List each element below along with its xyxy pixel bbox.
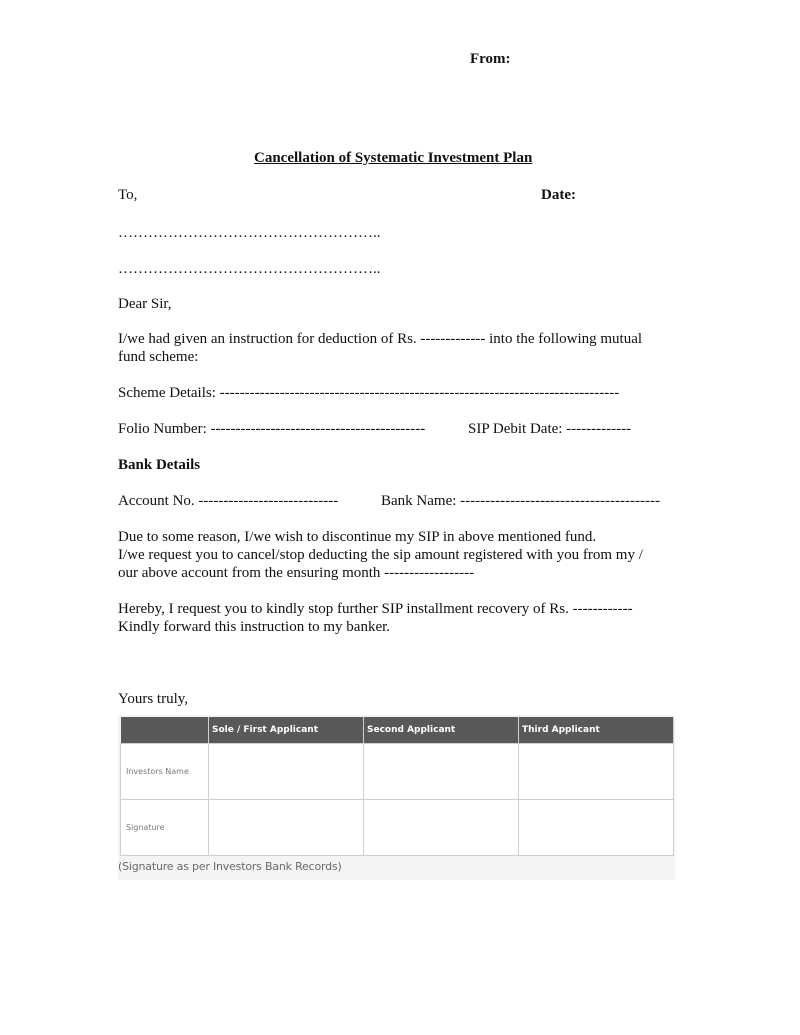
date-label: Date: [541,187,576,203]
table-header-row [121,717,674,744]
table-header-third-applicant: Third Applicant [519,717,674,744]
signature-table-wrap [118,715,675,880]
table-header-first-applicant: Sole / First Applicant [209,717,364,744]
from-label: From: [470,51,511,67]
address-line-2: …………………………………………….. [118,261,381,277]
row-label-investors-name: Investors Name [121,744,209,800]
address-line-1: …………………………………………….. [118,225,381,241]
table-row [121,800,674,856]
sip-debit-date: SIP Debit Date: ------------- [468,421,632,437]
first-applicant-name-cell[interactable] [209,744,364,800]
folio-number: Folio Number: ------------------------------------------- [118,421,426,437]
table-header-second-applicant: Second Applicant [364,717,519,744]
to-label: To, [118,187,138,203]
instruction-line-1: I/we had given an instruction for deduction of Rs. ------------- into the following mutual [118,331,643,347]
request-line-1: Hereby, I request you to kindly stop further SIP installment recovery of Rs. ------------ [118,601,633,617]
row-label-signature: Signature [121,800,209,856]
discontinue-line-3: our above account from the ensuring month ------------------ [118,565,475,581]
page-title: Cancellation of Systematic Investment Plan [254,150,533,166]
first-applicant-signature-cell[interactable] [209,800,364,856]
third-applicant-signature-cell[interactable] [519,800,674,856]
bank-name: Bank Name: ---------------------------------------- [381,493,660,509]
scheme-details: Scheme Details: -------------------------------------------------------------------------------- [118,385,620,401]
table-header-blank [121,717,209,744]
account-no: Account No. ---------------------------- [118,493,339,509]
salutation: Dear Sir, [118,296,172,312]
instruction-line-2: fund scheme: [118,349,199,365]
second-applicant-name-cell[interactable] [364,744,519,800]
second-applicant-signature-cell[interactable] [364,800,519,856]
third-applicant-name-cell[interactable] [519,744,674,800]
signature-table [120,717,674,856]
bank-details-heading: Bank Details [118,457,201,473]
discontinue-line-2: I/we request you to cancel/stop deducting the sip amount registered with you from my / [118,547,643,563]
signature-note: (Signature as per Investors Bank Records) [118,860,342,873]
request-line-2: Kindly forward this instruction to my banker. [118,619,391,635]
discontinue-line-1: Due to some reason, I/we wish to discontinue my SIP in above mentioned fund. [118,529,597,545]
table-row [121,744,674,800]
closing: Yours truly, [118,691,189,707]
